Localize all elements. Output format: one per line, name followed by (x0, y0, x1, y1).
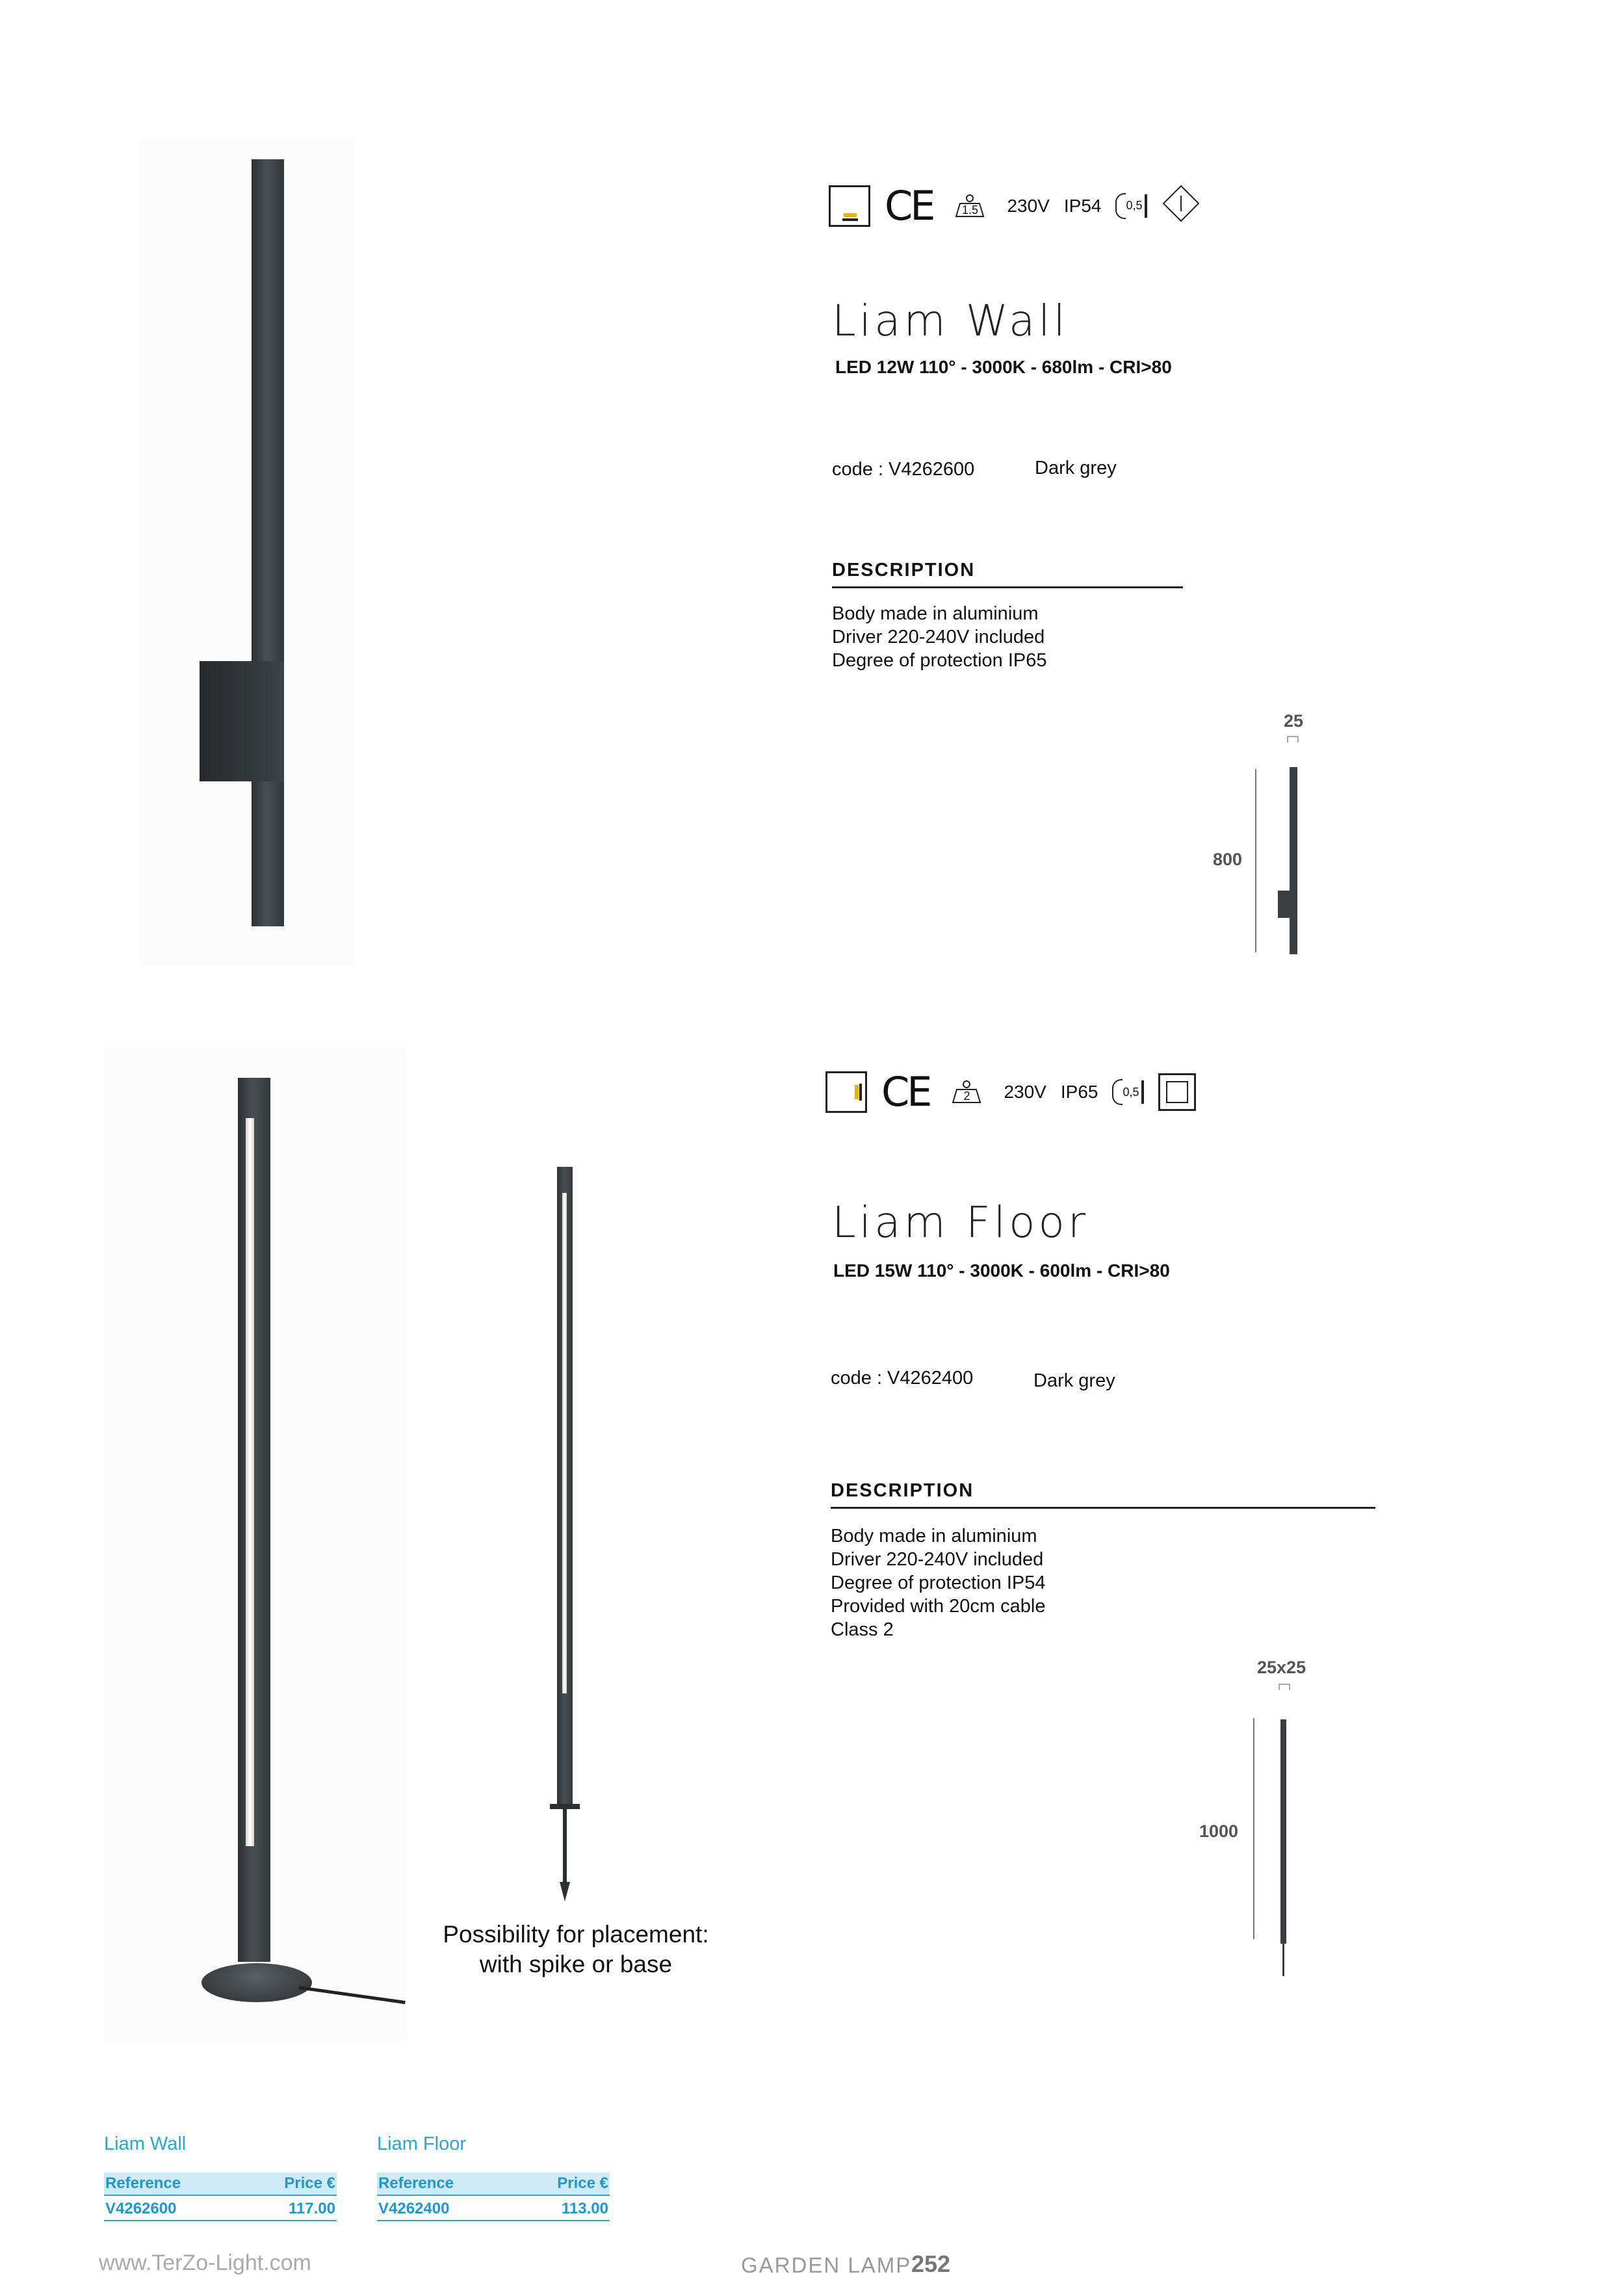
ce-mark-icon: CE (885, 181, 933, 229)
description-list (831, 1524, 1045, 1641)
product-color: Dark grey (1035, 458, 1117, 478)
voltage-text: 230V (1004, 1082, 1046, 1102)
dimension-width: 25 (1284, 711, 1304, 731)
table-row (377, 2196, 610, 2221)
product-spec: LED 15W 110° - 3000K - 600lm - CRI>80 (833, 1260, 1170, 1281)
caption-line-2: with spike or base (479, 1951, 673, 1977)
description-item: Driver 220-240V included (832, 627, 1045, 647)
product-title: Liam Wall (832, 296, 1069, 346)
ip-rating-text: IP65 (1060, 1082, 1098, 1102)
voltage-text: 230V (1007, 195, 1050, 216)
price-table-header (377, 2172, 610, 2196)
weight-icon (944, 1079, 989, 1105)
price-table (104, 2172, 337, 2221)
ip-rating-text: IP54 (1063, 195, 1102, 216)
ce-mark-icon: CE (881, 1068, 930, 1115)
price-value: 117.00 (288, 2200, 335, 2217)
product-code: code : V4262400 (831, 1368, 974, 1389)
reference-value: V4262400 (378, 2200, 450, 2217)
description-item: Provided with 20cm cable (831, 1596, 1046, 1617)
dimension-height-line (1253, 1718, 1254, 1939)
price-header: Price € (557, 2174, 608, 2192)
description-heading: DESCRIPTION (832, 560, 1183, 588)
description-heading: DESCRIPTION (831, 1480, 1375, 1509)
wall-fixture-icon (829, 185, 870, 227)
section-name: GARDEN LAMP (741, 2253, 912, 2277)
description-item: Class 2 (831, 1619, 894, 1640)
placement-caption (420, 1920, 732, 1979)
product-title: Liam Floor (832, 1197, 1089, 1247)
reference-header: Reference (105, 2174, 181, 2192)
table-row (104, 2196, 337, 2221)
price-value: 113.00 (561, 2200, 608, 2217)
min-distance-value: 0,5 (1123, 1085, 1139, 1099)
min-distance-icon (1112, 1079, 1143, 1105)
weight-icon (947, 193, 993, 219)
liam-floor-icons (825, 1068, 1196, 1115)
liam-floor-photo (104, 1047, 406, 2041)
price-header: Price € (284, 2174, 335, 2192)
page-number: 252 (911, 2250, 951, 2277)
liam-floor-spike-photo (546, 1167, 585, 1908)
weight-value: 1.5 (961, 203, 978, 216)
class-two-square-icon (1158, 1073, 1196, 1111)
description-item: Degree of protection IP65 (832, 650, 1047, 671)
price-table-title: Liam Wall (104, 2133, 187, 2154)
dimension-height: 1000 (1199, 1821, 1239, 1841)
price-table (377, 2172, 610, 2221)
reference-value: V4262600 (105, 2200, 177, 2217)
liam-wall-drawing (1290, 767, 1297, 954)
caption-line-1: Possibility for placement: (443, 1921, 709, 1948)
weight-value: 2 (963, 1089, 970, 1102)
description-item: Degree of protection IP54 (831, 1572, 1046, 1593)
dimension-width-marker (1287, 736, 1299, 742)
description-list (832, 602, 1046, 672)
description-item: Driver 220-240V included (831, 1549, 1044, 1570)
liam-floor-drawing-spike (1282, 1940, 1284, 1976)
product-spec: LED 12W 110° - 3000K - 680lm - CRI>80 (835, 357, 1172, 377)
product-color: Dark grey (1033, 1370, 1115, 1391)
class-two-diamond-icon (1162, 184, 1201, 228)
liam-wall-drawing-bracket (1278, 891, 1291, 918)
min-distance-icon (1115, 193, 1147, 219)
dimension-height-line (1255, 769, 1256, 952)
floor-fixture-icon (825, 1071, 867, 1113)
dimension-height: 800 (1213, 850, 1243, 869)
product-code: code : V4262600 (832, 459, 975, 480)
description-item: Body made in aluminium (832, 603, 1039, 624)
liam-wall-icons (829, 181, 1201, 229)
price-table-header (104, 2172, 337, 2196)
dimension-width-marker (1279, 1684, 1290, 1690)
reference-header: Reference (378, 2174, 454, 2192)
liam-floor-drawing (1280, 1719, 1286, 1944)
liam-wall-photo (140, 140, 354, 965)
price-table-title: Liam Floor (377, 2133, 466, 2154)
dimension-width: 25x25 (1257, 1658, 1306, 1677)
min-distance-value: 0,5 (1126, 199, 1143, 212)
website-link[interactable]: www.TerZo-Light.com (99, 2250, 311, 2275)
description-item: Body made in aluminium (831, 1526, 1037, 1546)
